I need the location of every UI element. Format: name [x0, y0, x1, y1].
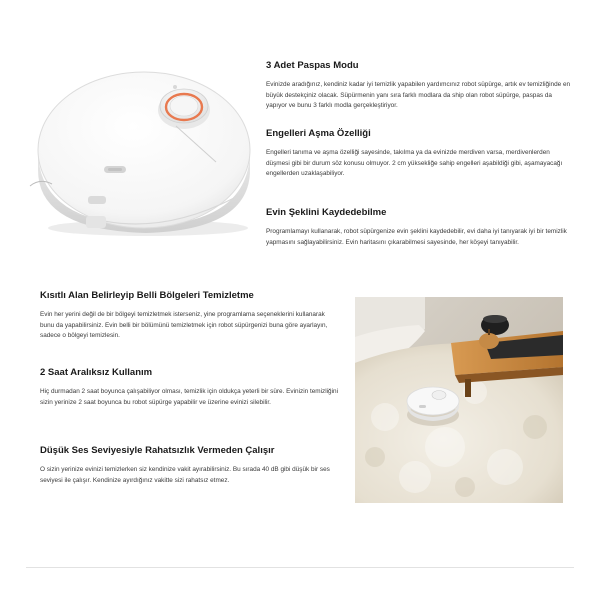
- footer-divider: [26, 567, 574, 568]
- section-body: Programlamayı kullanarak, robot süpürgenize evin şeklini kaydedebilir, evi daha iyi tanıyarak iyi bir temizlik yapmasını sağlayabilirsiniz. Evin haritasını çıkarabilmesi sayesinde, her köşeyi tanıyabilir.: [266, 228, 567, 246]
- section-body: Evinizde aradığınız, kendiniz kadar iyi temizlik yapabilen yardımcınız robot süpürge, artık ev temizliğinde en büyük destekçiniz olacak. Süpürmenin yanı sıra farklı modlara da ship olan robot süpürge, paspas da yapıyor ve bunu 3 farklı modla gerçekleştiriyor.: [266, 81, 571, 110]
- section-home-mapping: [266, 207, 574, 248]
- section-two-hours: [40, 367, 340, 408]
- section-obstacle-crossing: [266, 128, 574, 180]
- section-title: Engelleri Aşma Özelliği: [266, 128, 371, 139]
- section-title: 2 Saat Aralıksız Kullanım: [40, 367, 153, 378]
- section-body: Engelleri tanıma ve aşma özelliği sayesinde, takılma ya da evinizde merdiven varsa, merdivenlerden düşmesi gibi bir durum söz konusu olmuyor. 2 cm yüksekliğe sahip engelleri aşabildiği gibi, aşamayacağı engellerden uzaklaşabiliyor.: [266, 149, 563, 178]
- section-body: O sizin yerinize evinizi temizlerken siz kendinize vakit ayırabilirsiniz. Bu sırada 40 dB gibi düşük bir ses seviyesi ile çalışır. Kendinize ayırdığınız vakitte sizi rahatsız etmez.: [40, 466, 330, 484]
- section-title: Kısıtlı Alan Belirleyip Belli Bölgeleri Temizletme: [40, 290, 254, 301]
- living-room-illustration: [355, 297, 563, 503]
- section-body: Evin her yerini değil de bir bölgeyi temizletmek isterseniz, yine programlama seçeneklerini kullanarak bunu da yapabilirsiniz. Evin belli bir bölümünü temizletmek için robot süpürgenizi buna göre ayarlayın, sadece o bölgeyi temizlesin.: [40, 311, 328, 340]
- living-room-image: [355, 297, 563, 503]
- section-title: Düşük Ses Seviyesiyle Rahatsızlık Vermeden Çalışır: [40, 445, 275, 456]
- section-mop-modes: [266, 60, 574, 112]
- section-low-noise: [40, 445, 340, 486]
- section-title: 3 Adet Paspas Modu: [266, 60, 359, 71]
- section-restricted-area: [40, 290, 340, 342]
- robot-vacuum-image: [28, 58, 254, 240]
- section-body: Hiç durmadan 2 saat boyunca çalışabiliyor olması, temizlik için oldukça yeterli bir süre. Evinizin temizliğini sizin yerinize 2 saat boyunca bu robot süpürge yapabilir ve üzerine evinizi silebilir.: [40, 388, 338, 406]
- section-title: Evin Şeklini Kaydedebilme: [266, 207, 387, 218]
- robot-vacuum-illustration: [28, 58, 254, 240]
